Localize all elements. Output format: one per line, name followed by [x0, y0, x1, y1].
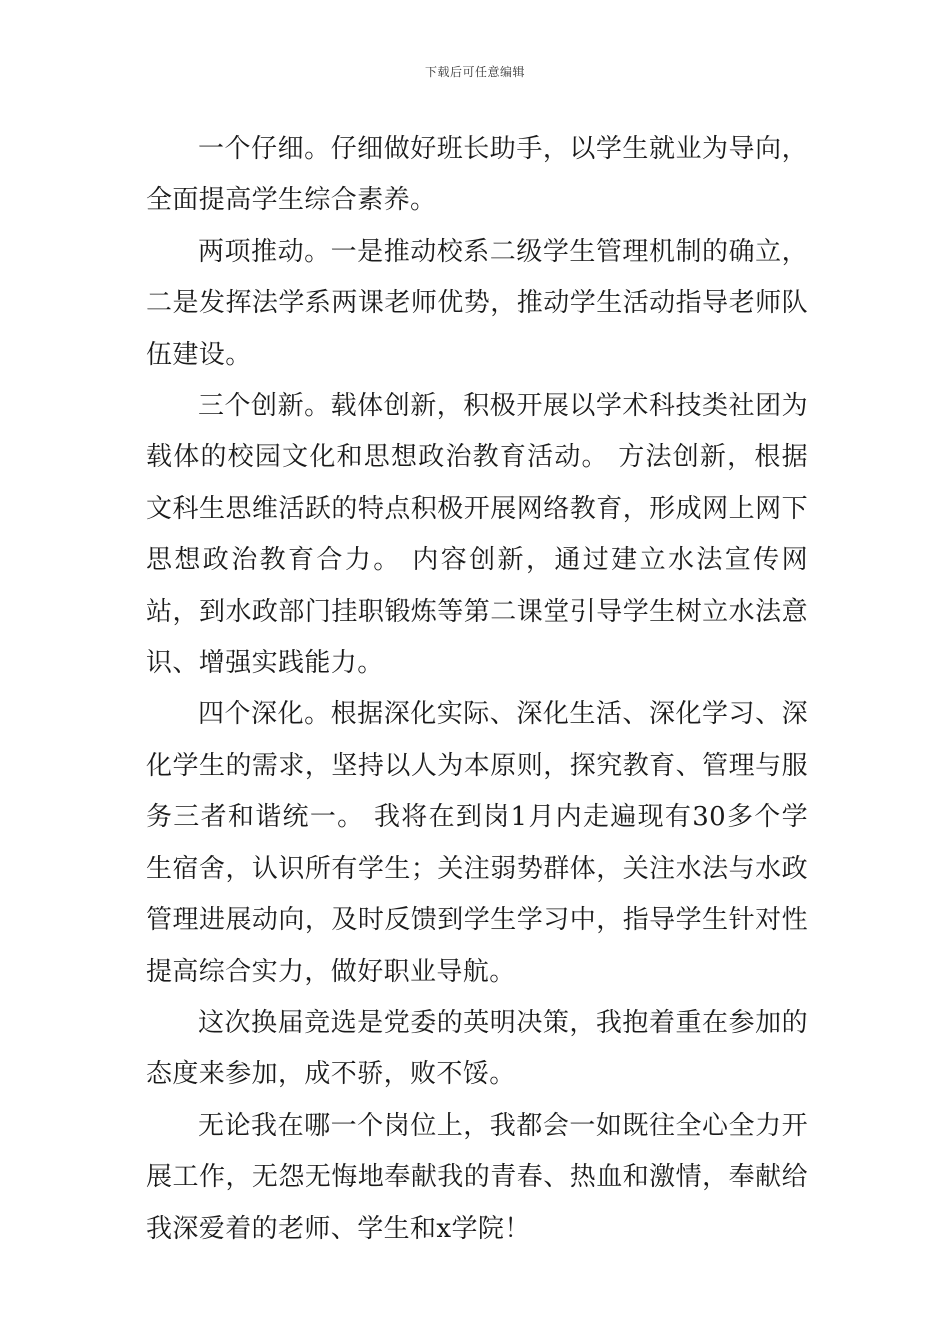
document-body: [146, 124, 808, 1255]
paragraph-two-promotions: 两项推动。一是推动校系二级学生管理机制的确立，二是发挥法学系两课老师优势，推动学生活动指导老师队伍建设。: [146, 236, 808, 370]
header-note: 下载后可任意编辑: [424, 65, 525, 79]
paragraph-three-innovations: 三个创新。载体创新，积极开展以学术科技类社团为载体的校园文化和思想政治教育活动。 方法创新，根据文科生思维活跃的特点积极开展网络教育，形成网上网下思想政治教育合力。 内容创新，通过建立水法宣传网站，到水政部门挂职锻炼等第二课堂引导学生树立水法意识、增强实践能力。: [146, 391, 808, 679]
paragraph-one-detail: 一个仔细。仔细做好班长助手，以学生就业为导向，全面提高学生综合素养。: [146, 134, 808, 216]
paragraph-four-deepenings: 四个深化。根据深化实际、深化生活、深化学习、深化学生的需求，坚持以人为本原则，探究教育、管理与服务三者和谐统一。 我将在到岗1月内走遍现有30多个学生宿舍，认识所有学生；关注弱势群体，关注水法与水政管理进展动向，及时反馈到学生学习中，指导学生针对性提高综合实力，做好职业导航。: [146, 699, 808, 987]
paragraph-election-attitude: 这次换届竞选是党委的英明决策，我抱着重在参加的态度来参加，成不骄，败不馁。: [146, 1007, 808, 1090]
paragraph-closing-commitment: 无论我在哪一个岗位上，我都会一如既往全心全力开展工作，无怨无悔地奉献我的青春、热血和激情，奉献给我深爱着的老师、学生和x学院！: [146, 1110, 808, 1244]
